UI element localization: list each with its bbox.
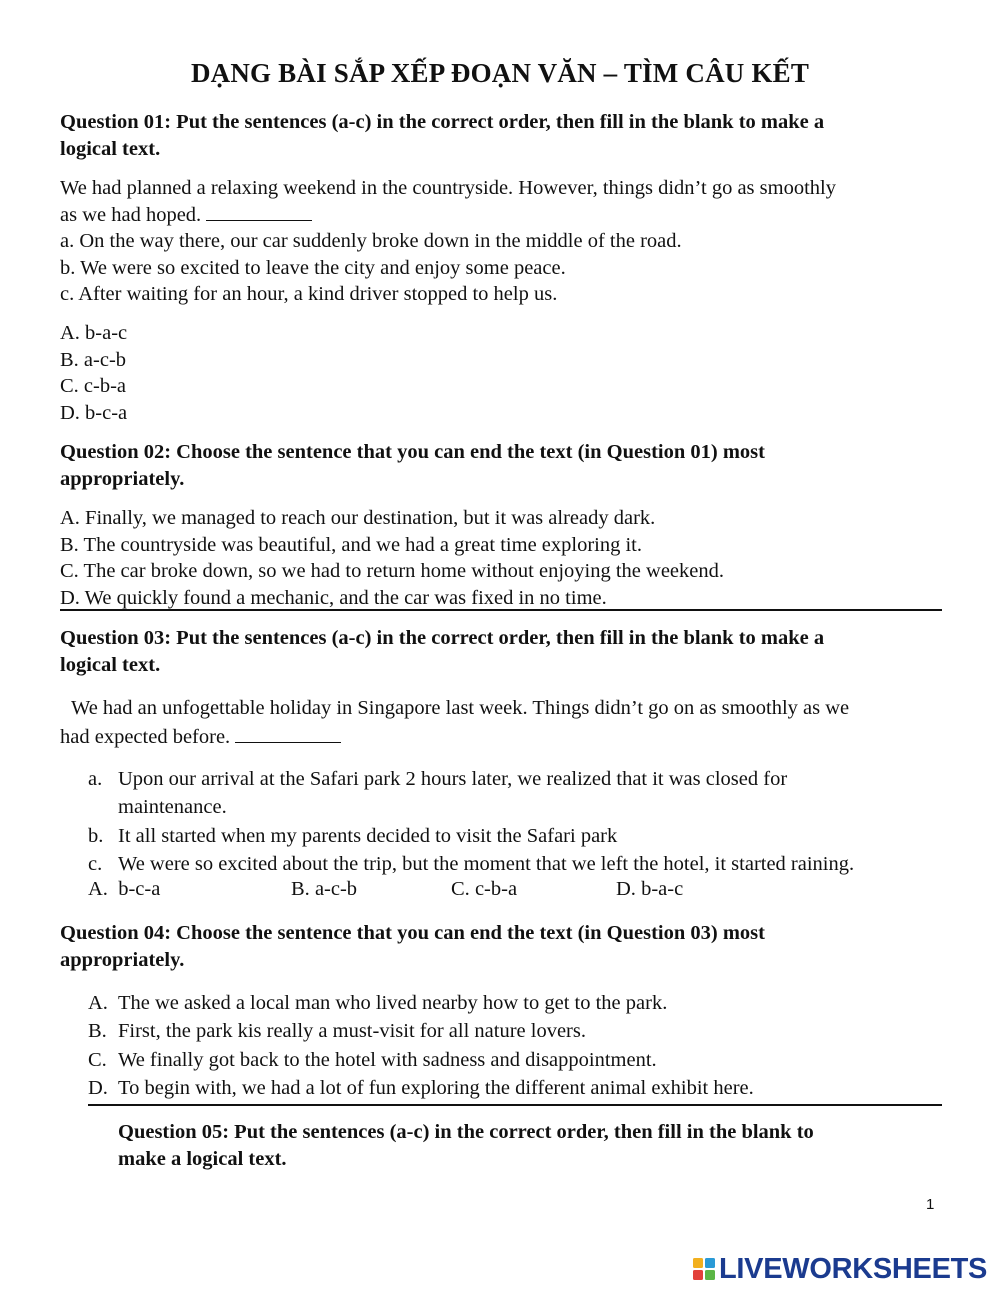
sentence-item: b. We were so excited to leave the city and enjoy some peace. <box>60 256 566 279</box>
section-divider <box>88 1104 942 1106</box>
sentence-item: c. After waiting for an hour, a kind driver stopped to help us. <box>60 283 558 305</box>
option-item[interactable]: B. First, the park kis really a must-visit for all nature lovers. <box>88 1020 586 1042</box>
option-item[interactable]: B. The countryside was beautiful, and we had a great time exploring it. <box>60 533 642 556</box>
page-number: 1 <box>926 1196 935 1213</box>
question-02-options <box>60 505 945 611</box>
question-03-passage: We had an unfogettable holiday in Singapore last week. Things didn’t go on as smoothly as we had expected before. <box>60 697 850 748</box>
sentence-item: b. It all started when my parents decided to visit the Safari park <box>88 825 618 847</box>
option-item[interactable]: B. a-c-b <box>60 348 127 371</box>
option-item[interactable]: D. To begin with, we had a lot of fun exploring the different animal exhibit here. <box>88 1077 754 1099</box>
question-02-heading: Question 02: Choose the sentence that you can end the text (in Question 01) most appropriately. <box>60 441 765 490</box>
option-item[interactable]: C. We finally got back to the hotel with sadness and disappointment. <box>88 1049 657 1071</box>
section-divider <box>60 609 942 611</box>
option-item[interactable]: C. The car broke down, so we had to return home without enjoying the weekend. <box>60 560 724 582</box>
page-title: DẠNG BÀI SẮP XẾP ĐOẠN VĂN – TÌM CÂU KẾT <box>190 58 810 88</box>
answer-blank[interactable] <box>206 202 312 221</box>
option-item[interactable]: C. c-b-a <box>60 375 127 397</box>
option-item[interactable]: D. b-c-a <box>60 401 128 424</box>
liveworksheets-logo <box>692 1254 987 1284</box>
liveworksheets-logo-icon <box>692 1257 716 1281</box>
brand-name: LIVEWORKSHEETS <box>719 1252 988 1285</box>
option-item[interactable]: A. b-c-a <box>88 878 161 900</box>
option-item[interactable]: D. We quickly found a mechanic, and the car was fixed in no time. <box>60 586 607 609</box>
sentence-item: a. Upon our arrival at the Safari park 2 hours later, we realized that it was closed for maintenance. <box>88 768 788 818</box>
question-04-heading: Question 04: Choose the sentence that you can end the text (in Question 03) most appropriately. <box>60 922 765 971</box>
answer-blank[interactable] <box>235 724 341 743</box>
option-item[interactable]: C. c-b-a <box>451 878 518 900</box>
sentence-item: c. We were so excited about the trip, but the moment that we left the hotel, it started raining. <box>88 853 855 875</box>
question-05-heading: Question 05: Put the sentences (a-c) in the correct order, then fill in the blank to make a logical text. <box>118 1121 814 1170</box>
sentence-item: a. On the way there, our car suddenly broke down in the middle of the road. <box>60 230 682 252</box>
question-03-heading: Question 03: Put the sentences (a-c) in the correct order, then fill in the blank to make a logical text. <box>60 627 825 676</box>
option-item[interactable]: A. The we asked a local man who lived nearby how to get to the park. <box>88 992 668 1014</box>
question-01-passage: We had planned a relaxing weekend in the countryside. However, things didn’t go as smoothly as we had hoped. a. On the way there, our car suddenly broke down in the middle of the road. b. We were so excited to leave the city and enjoy some peace. c. After waiting for an hour, a kind driver stopped to help us. <box>60 175 945 308</box>
option-item[interactable]: B. a-c-b <box>291 878 358 900</box>
option-item[interactable]: D. b-a-c <box>616 878 684 900</box>
option-item[interactable]: A. b-a-c <box>60 322 128 344</box>
question-01-options <box>60 320 945 426</box>
question-01-heading: Question 01: Put the sentences (a-c) in the correct order, then fill in the blank to make a logical text. <box>60 111 825 160</box>
option-item[interactable]: A. Finally, we managed to reach our destination, but it was already dark. <box>60 507 656 529</box>
